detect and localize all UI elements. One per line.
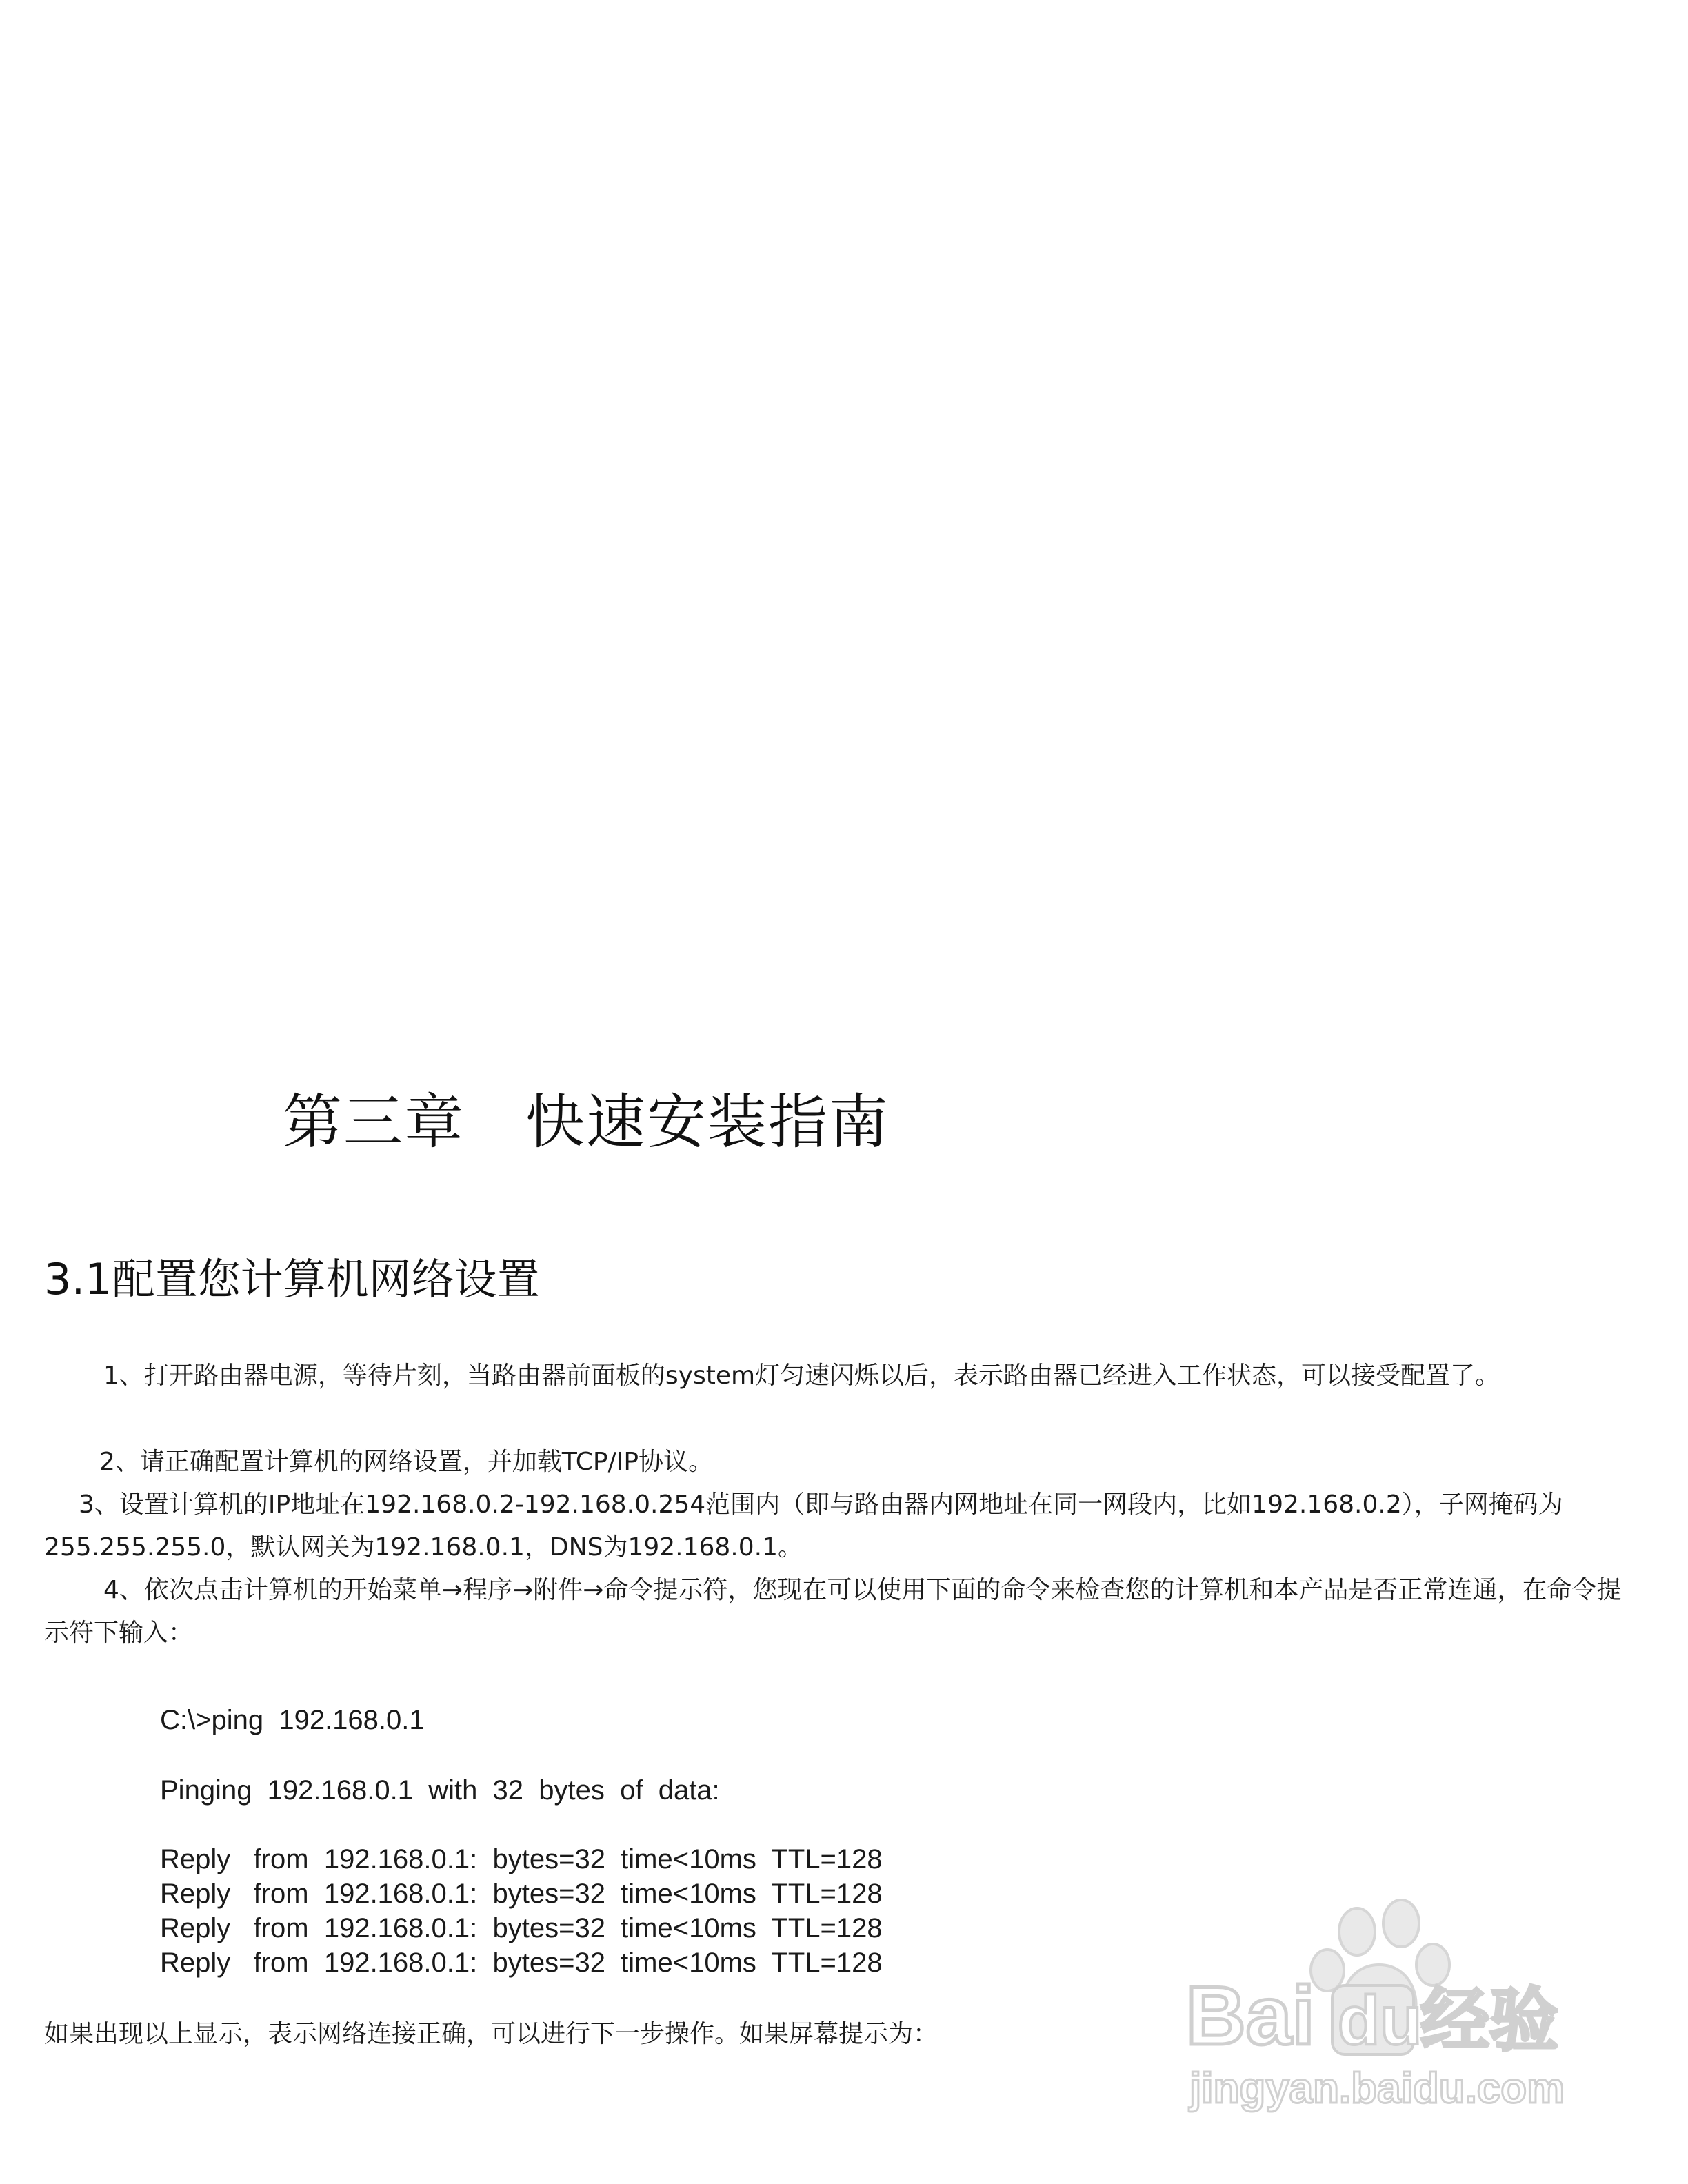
chapter-title: 第三章 快速安装指南	[283, 1088, 890, 1157]
baidu-watermark	[1172, 1896, 1600, 2123]
paragraph-3: 3、设置计算机的IP地址在192.168.0.2-192.168.0.254范围内（即与路由器内网地址在同一网段内，比如192.168.0.2），子网掩码为255.255.255.0，默认网关为192.168.0.1，DNS为192.168.0.1。	[44, 1490, 1563, 1561]
ping-command: C:\>ping 192.168.0.1	[160, 1705, 425, 1735]
ping-header: Pinging 192.168.0.1 with 32 bytes of data:	[160, 1775, 720, 1806]
reply-line: Reply from 192.168.0.1: bytes=32 time<10ms TTL=128	[160, 1844, 883, 1874]
svg-text:经验: 经验	[1420, 1980, 1558, 2061]
reply-line: Reply from 192.168.0.1: bytes=32 time<10ms TTL=128	[160, 1879, 883, 1909]
reply-line: Reply from 192.168.0.1: bytes=32 time<10ms TTL=128	[160, 1913, 883, 1943]
section-title: 3.1配置您计算机网络设置	[44, 1254, 540, 1304]
paragraph-4: 4、依次点击计算机的开始菜单→程序→附件→命令提示符，您现在可以使用下面的命令来检查您的计算机和本产品是否正常连通，在命令提示符下输入：	[44, 1576, 1622, 1647]
ping-replies	[160, 1842, 883, 1980]
paragraph-2: 2、请正确配置计算机的网络设置，并加载TCP/IP协议。	[99, 1448, 714, 1476]
svg-text:Bai: Bai	[1186, 1970, 1315, 2062]
watermark-url: jingyan.baidu.com	[1189, 2065, 1565, 2112]
svg-text:du: du	[1338, 1982, 1423, 2059]
paragraph-1: 1、打开路由器电源，等待片刻，当路由器前面板的system灯匀速闪烁以后，表示路由器已经进入工作状态，可以接受配置了。	[103, 1362, 1500, 1390]
final-paragraph: 如果出现以上显示，表示网络连接正确，可以进行下一步操作。如果屏幕提示为：	[44, 2020, 938, 2048]
reply-line: Reply from 192.168.0.1: bytes=32 time<10ms TTL=128	[160, 1948, 883, 1978]
watermark-brand	[1186, 1970, 1558, 2062]
